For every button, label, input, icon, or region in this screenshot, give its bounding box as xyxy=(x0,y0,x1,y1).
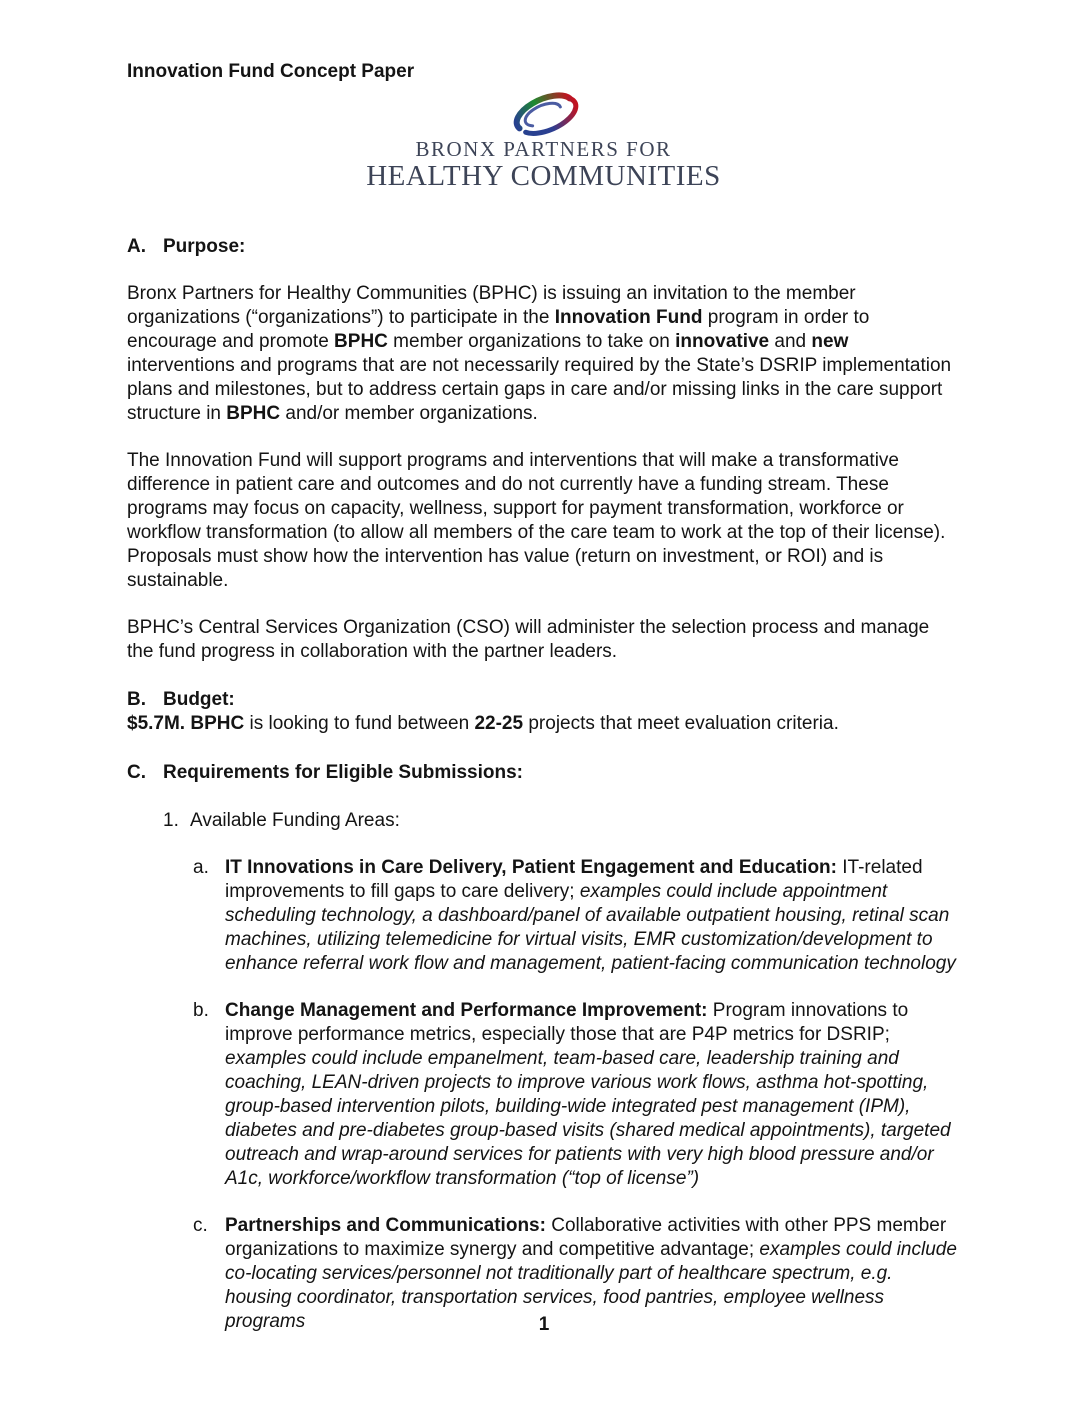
budget-body: $5.7M. BPHC is looking to fund between 22-25 projects that meet evaluation criteria. xyxy=(127,713,839,734)
purpose-paragraph-3: BPHC’s Central Services Organization (CSO) will administer the selection process and manage the fund progress in collaboration with the partner leaders. xyxy=(127,617,930,662)
item-b-marker: b. xyxy=(193,1000,209,1021)
item-c-marker: c. xyxy=(193,1215,208,1236)
item-b-text: Change Management and Performance Improvement: Program innovations to improve performance metrics, especially those that are P4P metrics for DSRIP; examples could include empanelment, team-based care, leadership training and coaching, LEAN-driven projects to improve various work flows, asthma hot-spotting, group-based intervention pilots, building-wide integrated pest management (IPM), diabetes and pre-diabetes group-based visits (shared medical appointments), targeted outreach and wrap-around services for patients with very high blood pressure and/or A1c, workforce/workflow transformation (“top of license”) xyxy=(225,1000,951,1189)
section-a-title: Purpose: xyxy=(163,236,246,257)
purpose-paragraph-1: Bronx Partners for Healthy Communities (BPHC) is issuing an invitation to the member organizations (“organizations”) to participate in the Innovation Fund program in order to encourage and promote BPHC member organizations to take on innovative and new interventions and programs that are not necessarily required by the State’s DSRIP implementation plans and milestones, but to address certain gaps in care and/or missing links in the care support structure in BPHC and/or member organizations. xyxy=(127,283,952,424)
section-c-marker: C. xyxy=(127,762,146,783)
logo-text-line2: HEALTHY COMMUNITIES xyxy=(366,160,721,192)
item-c-text: Partnerships and Communications: Collaborative activities with other PPS member organizations to maximize synergy and competitive advantage; examples could include co-locating services/personnel not traditionally part of healthcare spectrum, e.g. housing coordinator, transportation services, food pantries, employee wellness programs xyxy=(225,1215,957,1332)
purpose-paragraph-2: The Innovation Fund will support programs and interventions that will make a transformative difference in patient care and outcomes and do not currently have a funding stream. These programs may focus on capacity, wellness, support for payment transformation, workforce or workflow transformation (to allow all members of the care team to work at the top of their license). Proposals must show how the intervention has value (return on investment, or ROI) and is sustainable. xyxy=(127,450,946,591)
section-a-marker: A. xyxy=(127,236,146,257)
doc-title: Innovation Fund Concept Paper xyxy=(127,61,415,82)
funding-area-item-a xyxy=(127,856,960,976)
funding-area-item-b xyxy=(127,999,960,1191)
page-number: 1 xyxy=(538,1314,550,1335)
bphc-swirl-icon xyxy=(504,86,584,138)
funding-areas-marker: 1. xyxy=(163,810,179,831)
section-a-heading xyxy=(127,235,960,259)
bphc-logo xyxy=(127,86,960,191)
item-a-text: IT Innovations in Care Delivery, Patient Engagement and Education: IT-related improvements to fill gaps to care delivery; examples could include appointment scheduling technology, a dashboard/panel of available outpatient housing, retinal scan machines, utilizing telemedicine for virtual visits, EMR customization/development to enhance referral work flow and management, patient-facing communication technology xyxy=(225,857,956,974)
section-c-heading xyxy=(127,761,960,785)
section-b-heading xyxy=(127,688,960,712)
item-a-marker: a. xyxy=(193,857,209,878)
funding-areas-title: Available Funding Areas: xyxy=(190,810,400,831)
funding-areas-item xyxy=(127,809,960,833)
section-c-title: Requirements for Eligible Submissions: xyxy=(163,762,524,783)
section-b-marker: B. xyxy=(127,689,146,710)
logo-text-line1: BRONX PARTNERS FOR xyxy=(415,137,672,161)
section-b-title: Budget: xyxy=(163,689,235,710)
